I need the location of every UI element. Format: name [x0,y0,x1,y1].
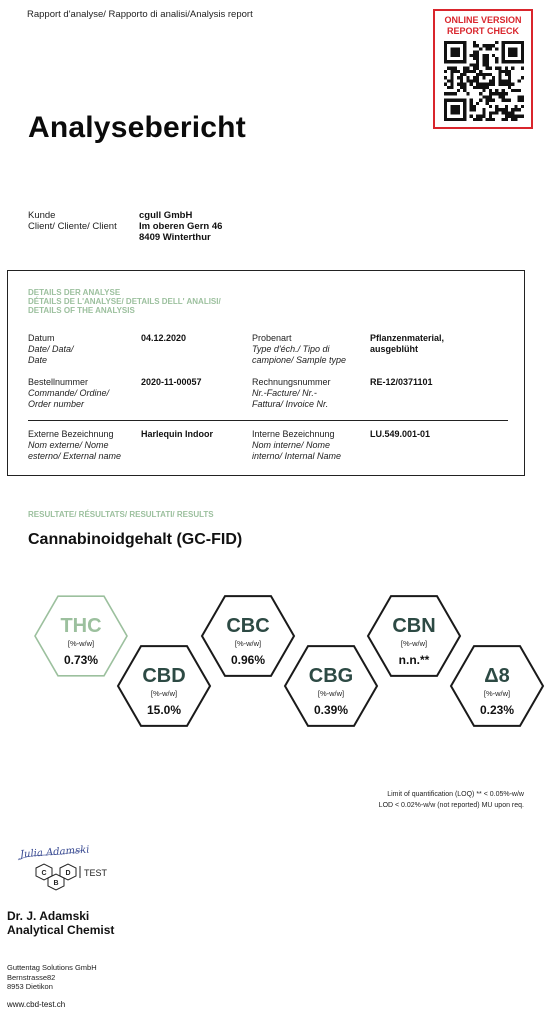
cannabinoid-unit: [%-w/w] [234,639,262,648]
internal-name-value: LU.549.001-01 [370,429,431,439]
external-name-label-main: Externe Bezeichnung [28,429,114,439]
company-city: 8953 Dietikon [7,982,53,991]
qr-title-line2: REPORT CHECK [446,26,519,36]
company-street: Bernstrasse82 [7,972,56,982]
external-name-label [28,429,121,462]
hexagon-cbc [202,596,294,676]
date-label-sub2: Date [28,355,48,365]
invoice-number-label-main: Rechnungsnummer [252,377,331,387]
order-number-value: 2020-11-00057 [141,377,202,387]
handwritten-signature: Julia Adamski [19,844,90,861]
cannabinoid-name: CBC [226,615,270,637]
date-label-main: Datum [28,333,55,343]
signature-logo [14,838,124,898]
invoice-number-label-sub2: Fattura/ Invoice Nr. [252,399,329,409]
internal-name-label-main: Interne Bezeichnung [252,429,335,439]
client-address [139,210,222,243]
online-report-check[interactable] [433,9,533,129]
order-number-label-sub2: Order number [28,399,85,409]
date-label-sub1: Date/ Data/ [28,344,74,354]
cannabinoid-name: CBD [142,665,186,687]
sample-type-label-sub2: campione/ Sample type [252,355,347,365]
sample-type-label [252,333,346,366]
sample-type-value [370,333,444,355]
report-type-label: Rapport d'analyse/ Rapporto di analisi/Analysis report [27,9,253,20]
cannabinoid-unit: [%-w/w] [317,689,345,698]
loq-footnote: Limit of quantification (LOQ) ** < 0.05%-w/w [387,791,524,798]
cannabinoid-name: CBN [392,615,436,637]
cannabinoid-value: 0.23% [479,703,515,717]
internal-name-label [252,429,341,462]
external-name-label-sub1: Nom externe/ Nome [28,440,109,450]
logo-letter-c: C [41,870,47,877]
company-address [7,963,97,992]
results-label: RESULTATE/ RÉSULTATS/ RESULTATI/ RESULTS [28,510,214,519]
hexagon-thc [35,596,127,676]
details-heading-de: DETAILS DER ANALYSE [28,288,121,297]
sample-type-label-main: Probenart [252,333,292,343]
client-label-multi: Client/ Cliente/ Client [28,221,117,232]
logo-letter-b: B [53,880,59,887]
cannabinoid-value: 0.73% [63,653,99,667]
qr-title-line1: ONLINE VERSION [444,15,522,25]
invoice-number-value: RE-12/0371101 [370,377,433,387]
cannabinoid-name: Δ8 [484,665,510,687]
order-number-label-sub1: Commande/ Ordine/ [28,388,110,398]
cannabinoid-hexagons [0,590,560,750]
client-label-de: Kunde [28,210,56,221]
invoice-number-label [252,377,331,410]
internal-name-label-sub2: interno/ Internal Name [252,451,342,461]
company-website-link[interactable]: www.cbd-test.ch [7,1000,66,1009]
chemist-role: Analytical Chemist [7,923,115,937]
cannabinoid-value: 0.39% [313,703,349,717]
analysis-details-box [7,270,525,476]
cannabinoid-unit: [%-w/w] [67,639,95,648]
cannabinoid-unit: [%-w/w] [150,689,178,698]
chemist-name: Dr. J. Adamski [7,909,90,923]
order-number-label-main: Bestellnummer [28,377,89,387]
sample-type-value-line2: ausgeblüht [370,344,419,354]
client-name: cgull GmbH [139,210,193,221]
client-street: Im oberen Gern 46 [139,221,223,232]
chemist-signature-block [7,909,114,937]
internal-name-label-sub1: Nom interne/ Nome [252,440,331,450]
cannabinoid-unit: [%-w/w] [400,639,428,648]
cannabinoid-value: 0.96% [230,653,266,667]
page-title: Analysebericht [28,111,246,144]
details-divider [28,420,508,421]
invoice-number-label-sub1: Nr.-Facture/ Nr.- [252,388,317,398]
cannabinoid-name: CBG [308,665,354,687]
logo-letter-d: D [65,870,71,877]
cannabinoid-unit: [%-w/w] [483,689,511,698]
order-number-label [28,377,109,410]
date-label [28,333,74,366]
hexagon-8 [451,646,543,726]
results-title: Cannabinoidgehalt (GC-FID) [28,531,243,548]
sample-type-label-sub1: Type d'éch./ Tipo di [252,344,330,354]
date-value: 04.12.2020 [141,333,187,343]
logo-word-test: TEST [84,868,108,878]
cannabinoid-name: THC [60,615,102,637]
client-label [28,210,117,232]
hexagon-cbg [285,646,377,726]
external-name-label-sub2: esterno/ External name [28,451,122,461]
details-heading-fr-it: DÉTAILS DE L'ANALYSE/ DETAILS DELL' ANALISI/ [28,297,221,306]
cannabinoid-value: 15.0% [146,703,182,717]
hexagon-cbd [118,646,210,726]
hexagon-cbn [368,596,460,676]
client-city: 8409 Winterthur [139,232,211,243]
sample-type-value-line1: Pflanzenmaterial, [370,333,445,343]
external-name-value: Harlequin Indoor [141,429,213,439]
qr-code-icon[interactable] [444,41,524,121]
cannabinoid-value: n.n.** [398,653,430,667]
details-heading-en: DETAILS OF THE ANALYSIS [28,306,135,315]
company-name: Guttentag Solutions GmbH [7,963,97,972]
lod-footnote: LOD < 0.02%-w/w (not reported) MU upon req. [378,802,524,809]
